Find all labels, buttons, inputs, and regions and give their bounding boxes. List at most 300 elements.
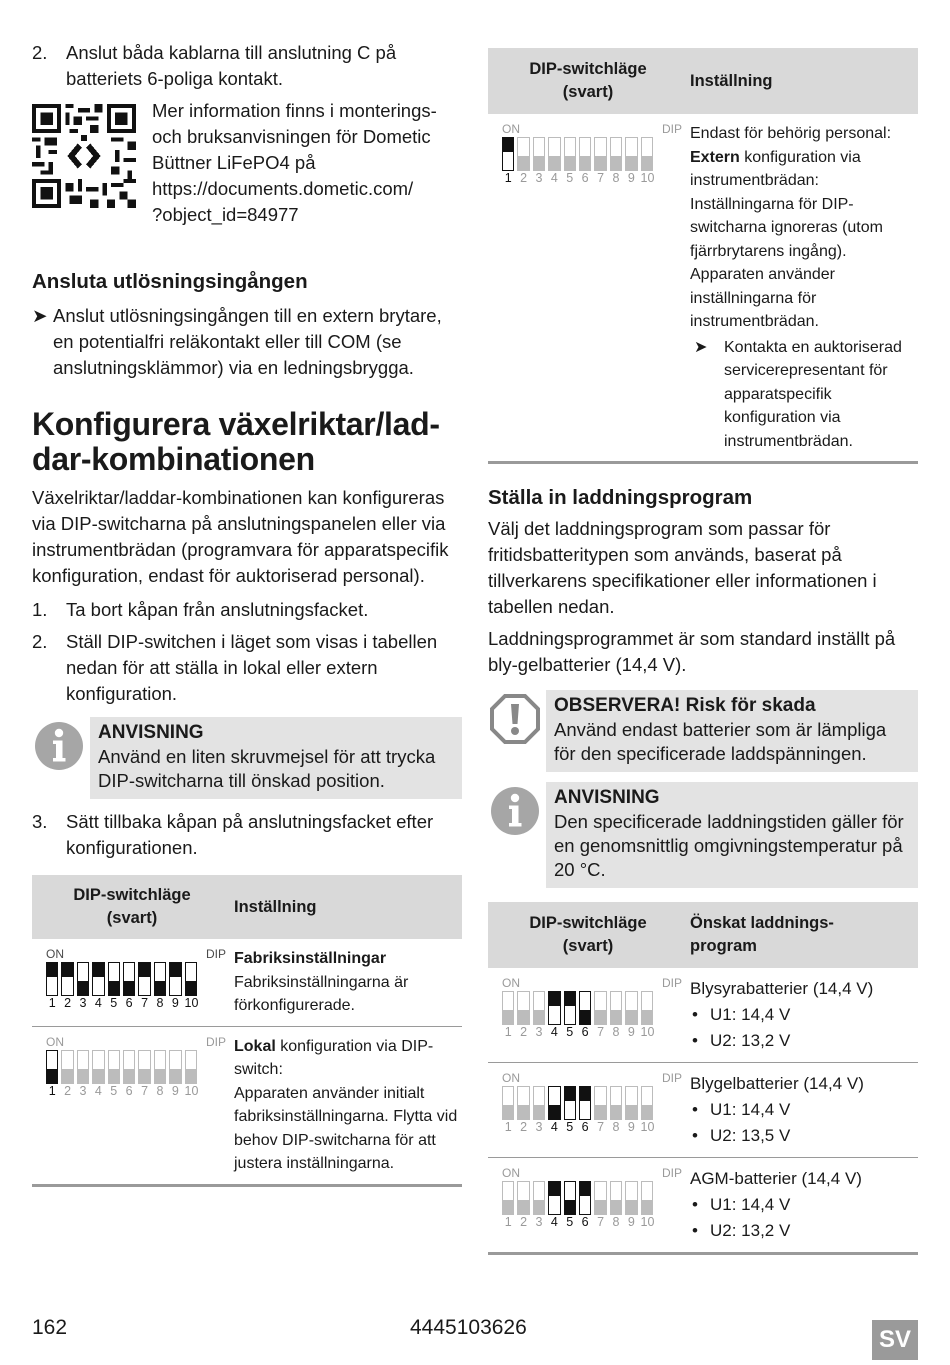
dip-switch-knob [518, 1010, 528, 1024]
dip-switch-knob [139, 963, 149, 977]
qr-info-text [152, 98, 462, 228]
dip-switch-6 [123, 1050, 135, 1084]
dip-switch-knob [503, 1200, 513, 1214]
table-row [488, 114, 918, 463]
dip-switch-2 [517, 137, 529, 171]
dip-switch-number: 6 [581, 1025, 589, 1039]
dip-switch-number: 3 [79, 1083, 87, 1098]
dip-switch-8 [610, 1181, 622, 1215]
dip-switch-knob [642, 1200, 652, 1214]
dip-switch-knob [595, 1010, 605, 1024]
dip-switch-knob [186, 1069, 196, 1083]
dip-switch-number: 2 [64, 1083, 72, 1098]
config-steps-cont [32, 809, 462, 861]
notice-body: Den specificerade laddningstiden gäller för en genomsnittlig omgivningstemperatur på 20 °C. [554, 811, 904, 880]
dip-switch-number: 5 [110, 1083, 118, 1098]
dip-switch-6 [579, 137, 591, 171]
language-badge: SV [872, 1320, 918, 1360]
dip-switch-knob [565, 1087, 575, 1101]
dip-switch-number: 2 [64, 996, 72, 1010]
dip-switch-knob [534, 1105, 544, 1119]
dip-switch-knob [503, 138, 513, 152]
dip-switch-1 [502, 1181, 514, 1215]
dip-switch-number: 7 [141, 1083, 149, 1098]
table-header-program [688, 902, 918, 968]
warning-title: OBSERVERA! Risk för skada [554, 695, 816, 716]
qr-code-icon [32, 104, 136, 208]
dip-switch-row [46, 1050, 226, 1084]
dip-switch-number: 10 [640, 171, 655, 185]
dip-switch-number: 1 [504, 1215, 512, 1229]
dip-switch-knob [595, 1105, 605, 1119]
dip-switch-9 [625, 1181, 637, 1215]
dip-switch-6 [579, 1181, 591, 1215]
dip-switch-4 [548, 137, 560, 171]
dip-switch-number: 4 [94, 1083, 102, 1098]
dip-label: DIP [661, 122, 682, 136]
dip-switch-knob [503, 1105, 513, 1119]
dip-switch-2 [61, 1050, 73, 1084]
setting-description: Apparaten använder initialt fabriksinställningarna. Flytta vid behov DIP-switcharna för att justera inställningarna. [234, 1084, 458, 1172]
dip-switch-number: 6 [125, 996, 133, 1010]
dip-switch-number: 8 [612, 1025, 620, 1039]
dip-on-label: ON [502, 1166, 520, 1180]
voltage-u2: • U2: 13,2 V [690, 1028, 914, 1054]
dip-switch-10 [641, 137, 653, 171]
trigger-instruction-text: Anslut utlösningsingången till en extern brytare, en potentialfri reläkontakt eller till COM (se anslutningsklämmor) via en ledningsbrygga. [53, 305, 442, 378]
dip-switch-knob [580, 1010, 590, 1024]
dip-switch-knob [78, 981, 88, 995]
dip-switch-diagram [502, 122, 682, 186]
dip-switch-knob [549, 1182, 559, 1196]
documentation-url-query[interactable]: ?object_id=84977 [152, 204, 299, 225]
notice-body: Använd en liten skruvmejsel för att trycka DIP-switcharna till önskad position. [98, 746, 436, 791]
dip-switch-8 [610, 137, 622, 171]
trigger-instruction [32, 303, 462, 381]
header-line: DIP-switchläge [73, 886, 191, 904]
dip-switch-6 [579, 991, 591, 1025]
header-line: (svart) [562, 83, 614, 101]
dip-switch-number: 3 [535, 1120, 543, 1134]
dip-switch-1 [502, 1086, 514, 1120]
dip-switch-number: 1 [504, 1120, 512, 1134]
dip-switch-8 [610, 991, 622, 1025]
dip-switch-number: 10 [184, 1083, 199, 1098]
dip-switch-row [502, 1181, 682, 1215]
dip-switch-labels [502, 1071, 682, 1085]
dip-label: DIP [661, 1071, 682, 1085]
dip-switch-number: 9 [627, 1215, 635, 1229]
dip-switch-number: 4 [550, 1215, 558, 1229]
dip-switch-numbers [46, 1084, 226, 1099]
table-header-dip [32, 875, 232, 939]
dip-switch-7 [138, 962, 150, 996]
dip-switch-1 [502, 991, 514, 1025]
dip-switch-10 [185, 962, 197, 996]
step-number: 3. [32, 811, 48, 832]
dip-switch-10 [641, 1086, 653, 1120]
dip-switch-row [502, 991, 682, 1025]
dip-switch-number: 8 [612, 1215, 620, 1229]
dip-switch-knob [62, 1069, 72, 1083]
page-number: 162 [32, 1316, 68, 1339]
dip-switch-knob [170, 963, 180, 977]
dip-switch-knob [78, 1069, 88, 1083]
dip-switch-5 [108, 962, 120, 996]
dip-switch-knob [642, 156, 652, 170]
dip-switch-number: 1 [48, 1083, 56, 1098]
dip-switch-number: 6 [581, 1120, 589, 1134]
dip-switch-5 [564, 1086, 576, 1120]
dip-label: DIP [661, 1166, 682, 1180]
info-icon [488, 782, 546, 888]
dip-switch-1 [46, 1050, 58, 1084]
dip-switch-8 [154, 1050, 166, 1084]
dip-switch-knob [534, 156, 544, 170]
charge-dip-table [488, 902, 918, 1255]
dip-switch-6 [123, 962, 135, 996]
dip-switch-numbers [502, 1120, 682, 1135]
setting-note: Endast för behörig personal: [690, 125, 892, 142]
dip-switch-number: 7 [597, 1120, 605, 1134]
dip-label: DIP [205, 1034, 226, 1049]
dip-switch-knob [642, 1010, 652, 1024]
dip-switch-labels [502, 976, 682, 990]
warning-box [488, 690, 918, 772]
dip-switch-4 [92, 1050, 104, 1084]
dip-switch-knob [534, 1010, 544, 1024]
dip-switch-knob [503, 1010, 513, 1024]
dip-switch-knob [565, 156, 575, 170]
setting-title: Lokal [234, 1037, 276, 1055]
config-step [32, 629, 462, 707]
info-icon [32, 717, 90, 799]
table-row [32, 939, 462, 1026]
dip-switch-knob [565, 992, 575, 1006]
header-line: DIP-switchläge [529, 60, 647, 78]
dip-switch-knob [124, 1069, 134, 1083]
notice-title: ANVISNING [554, 787, 660, 808]
dip-switch-4 [92, 962, 104, 996]
table-row [32, 1026, 462, 1185]
dip-switch-numbers [502, 1215, 682, 1230]
dip-switch-number: 10 [640, 1025, 655, 1039]
charge-program-heading: Ställa in laddningsprogram [488, 486, 753, 509]
dip-label: DIP [205, 947, 226, 961]
charge-program-default: Laddningsprogrammet är som standard inställt på bly-gelbatterier (14,4 V). [488, 628, 896, 675]
setting-description: konfiguration via instrumentbrädan: Inställningarna för DIP-switcharna ignoreras (utom fjärrbrytarens ingång). Apparaten använder inställningarna för instrumentbrädan. [690, 148, 883, 330]
setting-title-rest: konfiguration via DIP-switch: [234, 1037, 434, 1078]
dip-switch-knob [124, 981, 134, 995]
dip-switch-knob [595, 156, 605, 170]
dip-switch-9 [169, 1050, 181, 1084]
dip-switch-2 [517, 991, 529, 1025]
table-header-setting: Inställning [232, 875, 462, 939]
header-line: (svart) [562, 937, 614, 955]
contact-instruction [690, 336, 914, 454]
dip-switch-9 [625, 991, 637, 1025]
dip-switch-number: 4 [550, 1120, 558, 1134]
dip-label: DIP [661, 976, 682, 990]
notice-title: ANVISNING [98, 722, 204, 743]
dip-switch-10 [185, 1050, 197, 1084]
dip-switch-knob [626, 156, 636, 170]
dip-switch-9 [625, 1086, 637, 1120]
step-text: Sätt tillbaka kåpan på anslutningsfacket efter konfigurationen. [66, 811, 434, 858]
dip-switch-knob [170, 1069, 180, 1083]
dip-switch-numbers [502, 1025, 682, 1040]
voltage-u2: • U2: 13,2 V [690, 1218, 914, 1244]
dip-switch-knob [580, 1182, 590, 1196]
header-line: program [690, 937, 757, 955]
dip-switch-numbers [46, 996, 226, 1011]
battery-type: AGM-batterier (14,4 V) [690, 1169, 862, 1188]
dip-switch-number: 4 [550, 1025, 558, 1039]
dip-switch-number: 6 [581, 171, 589, 185]
dip-switch-knob [534, 1200, 544, 1214]
notice-box [32, 717, 462, 799]
config-intro: Växelriktar/laddar-kombinationen kan konfigureras via DIP-switcharna på anslutningspanelen eller via instrumentbrädan (programvara för apparatspecifik konfiguration, endast för auktoriserad personal). [32, 487, 449, 586]
dip-switch-row [502, 137, 682, 171]
dip-switch-number: 7 [597, 1025, 605, 1039]
dip-switch-10 [641, 991, 653, 1025]
dip-switch-knob [611, 1200, 621, 1214]
dip-switch-numbers [502, 171, 682, 186]
dip-switch-number: 2 [520, 171, 528, 185]
dip-switch-9 [625, 137, 637, 171]
dip-switch-1 [46, 962, 58, 996]
dip-switch-number: 9 [627, 171, 635, 185]
step-text: Ta bort kåpan från anslutningsfacket. [66, 599, 369, 620]
table-row [488, 1158, 918, 1254]
dip-switch-number: 9 [171, 1083, 179, 1098]
dip-switch-knob [626, 1105, 636, 1119]
table-row [488, 968, 918, 1063]
dip-switch-5 [564, 1181, 576, 1215]
step-text: Ställ DIP-switchen i läget som visas i tabellen nedan för att ställa in lokal eller extern konfiguration. [66, 631, 438, 704]
dip-switch-knob [549, 992, 559, 1006]
notice-box [488, 782, 918, 888]
right-column [488, 48, 918, 1255]
table-row [488, 1063, 918, 1158]
dip-switch-6 [579, 1086, 591, 1120]
header-line: (svart) [106, 909, 158, 927]
dip-switch-5 [564, 137, 576, 171]
voltage-u1: • U1: 14,4 V [690, 1002, 914, 1028]
dip-switch-8 [610, 1086, 622, 1120]
dip-switch-knob [611, 156, 621, 170]
dip-switch-number: 5 [110, 996, 118, 1010]
dip-switch-knob [62, 963, 72, 977]
dip-switch-number: 5 [566, 1025, 574, 1039]
step-2-connect-cables [32, 40, 462, 92]
step-number: 2. [32, 42, 48, 63]
dip-switch-knob [155, 1069, 165, 1083]
dip-switch-number: 7 [597, 1215, 605, 1229]
dip-switch-diagram [46, 1035, 226, 1099]
dip-switch-number: 9 [627, 1120, 635, 1134]
dip-switch-labels [46, 1035, 226, 1049]
dip-switch-4 [548, 1086, 560, 1120]
dip-on-label: ON [502, 122, 520, 136]
dip-switch-number: 7 [597, 171, 605, 185]
config-step [32, 809, 462, 861]
dip-switch-7 [594, 1181, 606, 1215]
dip-switch-knob [186, 981, 196, 995]
qr-info-block [32, 98, 462, 228]
dip-switch-5 [564, 991, 576, 1025]
dip-switch-labels [502, 1166, 682, 1180]
dip-switch-number: 9 [627, 1025, 635, 1039]
dip-switch-number: 7 [141, 996, 149, 1010]
dip-switch-number: 1 [504, 171, 512, 185]
dip-switch-knob [611, 1010, 621, 1024]
document-number: 4445103626 [410, 1316, 527, 1339]
dip-switch-knob [518, 1105, 528, 1119]
dip-switch-knob [518, 156, 528, 170]
dip-switch-row [46, 962, 226, 996]
dip-switch-number: 4 [94, 996, 102, 1010]
dip-switch-knob [109, 1069, 119, 1083]
dip-switch-3 [533, 991, 545, 1025]
dip-switch-2 [61, 962, 73, 996]
notice-content [90, 717, 462, 799]
notice-content [546, 782, 918, 888]
warning-body: Använd endast batterier som är lämpliga för den specificerade laddspänningen. [554, 719, 887, 764]
dip-switch-2 [517, 1181, 529, 1215]
dip-switch-diagram [502, 1071, 682, 1135]
table-header-dip [488, 902, 688, 968]
config-steps [32, 597, 462, 707]
dip-switch-4 [548, 1181, 560, 1215]
step-number: 2. [32, 631, 48, 652]
table-header-setting: Inställning [688, 48, 918, 114]
dip-switch-knob [626, 1200, 636, 1214]
config-heading-line: dar-kombinationen [32, 441, 315, 477]
setting-description: Fabriksinställningarna är förkonfigurerade. [234, 973, 409, 1014]
dip-switch-number: 8 [156, 996, 164, 1010]
dip-switch-number: 2 [520, 1120, 528, 1134]
dip-switch-diagram [502, 1166, 682, 1230]
dip-switch-number: 3 [535, 171, 543, 185]
dip-switch-1 [502, 137, 514, 171]
config-heading-line: Konfigurera växelriktar/lad- [32, 406, 440, 442]
config-heading [32, 407, 462, 477]
dip-switch-knob [47, 963, 57, 977]
dip-on-label: ON [502, 1071, 520, 1085]
dip-switch-3 [533, 1086, 545, 1120]
dip-switch-number: 8 [612, 171, 620, 185]
battery-type: Blygelbatterier (14,4 V) [690, 1074, 864, 1093]
dip-switch-knob [139, 1069, 149, 1083]
dip-switch-knob [518, 1200, 528, 1214]
charge-program-intro: Välj det laddningsprogram som passar för fritidsbatteritypen som används, baserat på tillverkarens specifikationer eller informationen i tabellen nedan. [488, 518, 877, 617]
dip-switch-7 [594, 1086, 606, 1120]
dip-switch-knob [642, 1105, 652, 1119]
arrow-icon: ➤ [694, 338, 708, 356]
dip-switch-number: 10 [640, 1120, 655, 1134]
step-list-top [32, 40, 462, 92]
dip-switch-diagram [502, 976, 682, 1040]
dip-switch-7 [594, 137, 606, 171]
dip-switch-number: 5 [566, 1120, 574, 1134]
dip-switch-7 [594, 991, 606, 1025]
dip-switch-knob [155, 981, 165, 995]
dip-switch-4 [548, 991, 560, 1025]
dip-switch-9 [169, 962, 181, 996]
left-column [32, 40, 462, 1187]
qr-info-line: Mer information finns i monterings- och bruksanvisningen för Dometic Büttner LiFePO4 på [152, 100, 437, 173]
dip-switch-7 [138, 1050, 150, 1084]
battery-type: Blysyrabatterier (14,4 V) [690, 979, 874, 998]
setting-title: Extern [690, 148, 740, 166]
extern-dip-table [488, 48, 918, 464]
dip-switch-row [502, 1086, 682, 1120]
dip-switch-3 [533, 137, 545, 171]
dip-switch-8 [154, 962, 166, 996]
warning-content [546, 690, 918, 772]
dip-on-label: ON [502, 976, 520, 990]
dip-switch-2 [517, 1086, 529, 1120]
dip-on-label: ON [46, 1034, 64, 1049]
dip-switch-3 [533, 1181, 545, 1215]
dip-switch-knob [93, 963, 103, 977]
setting-title: Fabriksinställningar [234, 950, 387, 967]
dip-switch-number: 10 [184, 996, 199, 1010]
dip-on-label: ON [46, 947, 64, 961]
dip-switch-number: 5 [566, 171, 574, 185]
dip-switch-number: 4 [550, 171, 558, 185]
dip-switch-knob [595, 1200, 605, 1214]
step-number: 1. [32, 599, 48, 620]
dip-switch-number: 8 [612, 1120, 620, 1134]
dip-switch-10 [641, 1181, 653, 1215]
voltage-u1: • U1: 14,4 V [690, 1097, 914, 1123]
dip-switch-knob [565, 1200, 575, 1214]
dip-switch-number: 3 [535, 1025, 543, 1039]
contact-instruction-text: Kontakta en auktoriserad servicerepresentant för apparatspecifik konfiguration via instrumentbrädan. [724, 338, 902, 450]
dip-switch-knob [549, 1105, 559, 1119]
warning-icon [488, 690, 546, 772]
documentation-url[interactable]: https://documents.dometic.com/ [152, 178, 414, 199]
voltage-u2: • U2: 13,5 V [690, 1123, 914, 1149]
dip-switch-number: 6 [125, 1083, 133, 1098]
dip-switch-knob [580, 1087, 590, 1101]
dip-switch-number: 1 [48, 996, 56, 1010]
dip-switch-diagram [46, 947, 226, 1011]
dip-switch-number: 5 [566, 1215, 574, 1229]
arrow-icon: ➤ [32, 305, 48, 326]
dip-switch-number: 3 [79, 996, 87, 1010]
dip-switch-knob [93, 1069, 103, 1083]
dip-switch-number: 10 [640, 1215, 655, 1229]
header-line: DIP-switchläge [529, 914, 647, 932]
header-line: Önskat laddnings- [690, 914, 834, 932]
dip-switch-knob [626, 1010, 636, 1024]
config-step [32, 597, 462, 623]
dip-switch-number: 3 [535, 1215, 543, 1229]
dip-switch-knob [611, 1105, 621, 1119]
dip-switch-knob [47, 1069, 57, 1083]
dip-switch-number: 2 [520, 1025, 528, 1039]
dip-switch-labels [46, 947, 226, 961]
step-text: Anslut båda kablarna till anslutning C på batteriets 6-poliga kontakt. [66, 42, 397, 89]
voltage-u1: • U1: 14,4 V [690, 1192, 914, 1218]
dip-switch-knob [109, 981, 119, 995]
table-header-dip [488, 48, 688, 114]
dip-switch-number: 1 [504, 1025, 512, 1039]
dip-switch-5 [108, 1050, 120, 1084]
